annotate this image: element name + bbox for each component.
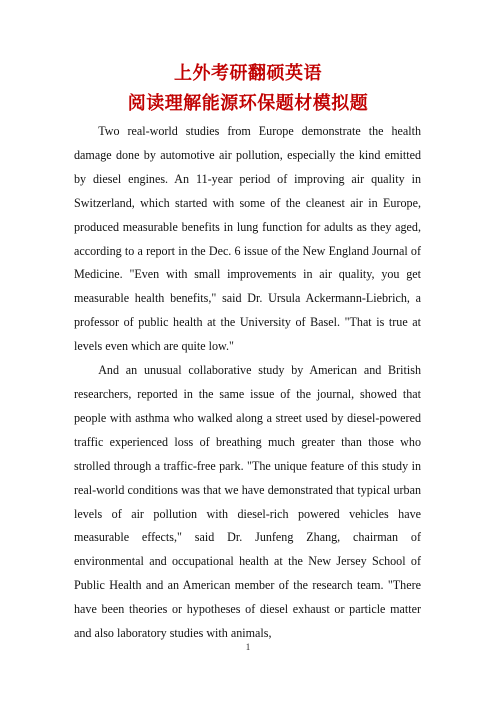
document-subtitle: 阅读理解能源环保题材模拟题 [127, 93, 369, 114]
document-body [74, 120, 421, 646]
document-title: 上外考研翻硕英语 [174, 63, 322, 84]
page-number: 1 [245, 642, 251, 652]
paragraph: And an unusual collaborative study by American and British researchers, reported in the same issue of the journal, showed that people with asthma who walked along a street used by diesel-powered traffic experienced loss of breathing much greater than those who strolled through a traffic-free park. "The unique feature of this study in real-world conditions was that we have demonstrated that typical urban levels of air pollution with diesel-rich powered vehicles have measurable effects," said Dr. Junfeng Zhang, chairman of environmental and occupational health at the New Jersey School of Public Health and an American member of the research team. "There have been theories or hypotheses of diesel exhaust or particle matter and also laboratory studies with animals, [74, 363, 421, 641]
paragraph: Two real-world studies from Europe demonstrate the health damage done by automotive air pollution, especially the kind emitted by diesel engines. An 11-year period of improving air quality in Switzerland, which started with some of the cleanest air in Europe, produced measurable benefits in lung function for adults as they aged, according to a report in the Dec. 6 issue of the New England Journal of Medicine. "Even with small improvements in air quality, you get measurable health benefits," said Dr. Ursula Ackermann-Liebrich, a professor of public health at the University of Basel. "That is true at levels even which are quite low." [74, 124, 421, 354]
